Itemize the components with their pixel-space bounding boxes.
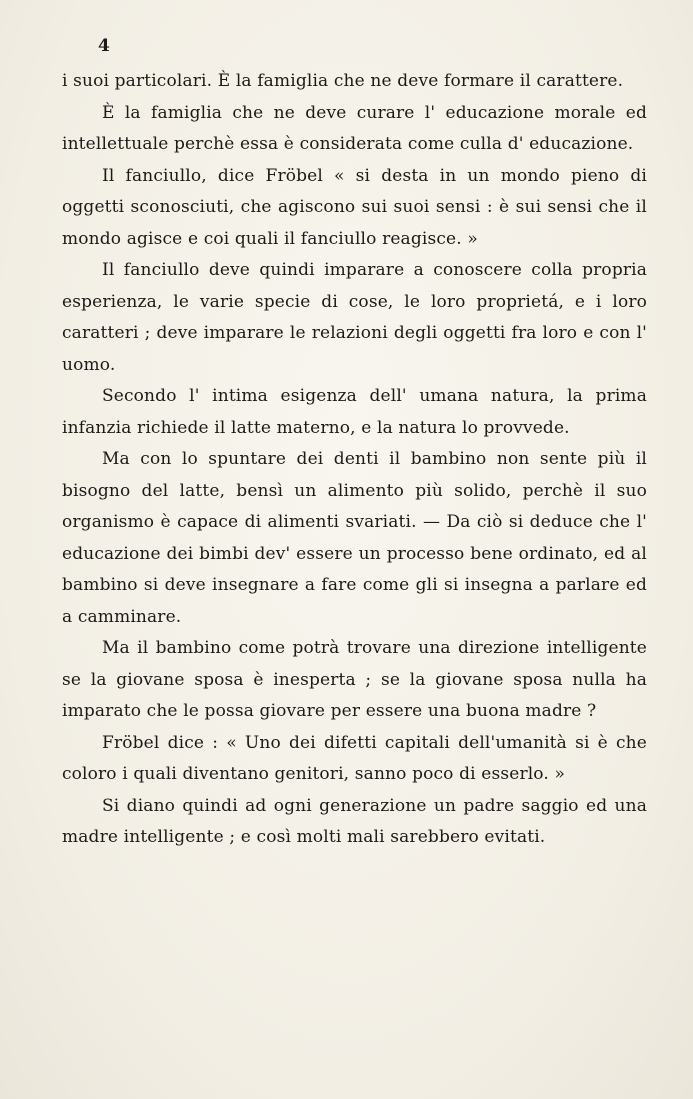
paragraph-8: Fröbel dice : « Uno dei difetti capitali dell'umanità si è che coloro i quali diventano genitori, sanno poco di esserlo. » <box>62 732 647 784</box>
paragraph-9: Si diano quindi ad ogni generazione un padre saggio ed una madre intelligente ; e così molti mali sarebbero evitati. <box>62 795 647 847</box>
paragraph-2: È la famiglia che ne deve curare l' educazione morale ed intellettuale perchè essa è considerata come culla d' educazione. <box>62 102 647 154</box>
page-number: 4 <box>98 36 110 56</box>
paragraph-7: Ma il bambino come potrà trovare una direzione intelligente se la giovane sposa è inesperta ; se la giovane sposa nulla ha imparato che le possa giovare per essere una buona madre ? <box>62 638 647 721</box>
body-text <box>62 66 647 854</box>
paragraph-6: Ma con lo spuntare dei denti il bambino non sente più il bisogno del latte, bensì un alimento più solido, perchè il suo organismo è capace di alimenti svariati. — Da ciò si deduce che l' educazione dei bimbi dev' essere un processo bene ordinato, ed al bambino si deve insegnare a fare come gli si insegna a parlare ed a camminare. <box>62 449 647 627</box>
paragraph-3: Il fanciullo, dice Fröbel « si desta in un mondo pieno di oggetti sconosciuti, che agiscono sui suoi sensi : è sui sensi che il mondo agisce e coi quali il fanciullo reagisce. » <box>62 165 647 249</box>
paragraph-1: i suoi particolari. È la famiglia che ne deve formare il carattere. <box>62 71 624 91</box>
paragraph-4: Il fanciullo deve quindi imparare a conoscere colla propria esperienza, le varie specie di cose, le loro proprietá, e i loro caratteri ; deve imparare le relazioni degli oggetti fra loro e con l' uomo. <box>62 260 647 375</box>
paragraph-5: Secondo l' intima esigenza dell' umana natura, la prima infanzia richiede il latte materno, e la natura lo provvede. <box>62 386 647 438</box>
